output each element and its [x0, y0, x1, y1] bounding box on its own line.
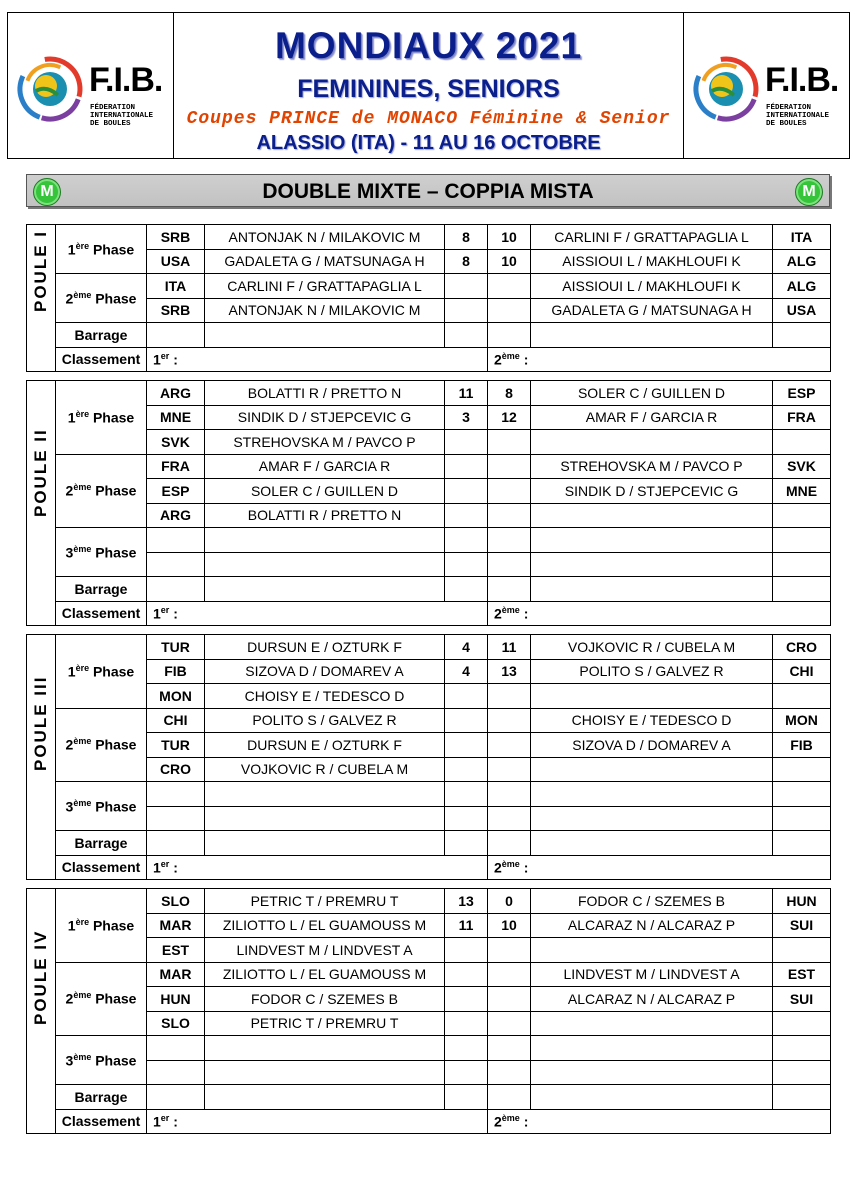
team-players [531, 577, 773, 602]
first-place-field: 1er : [147, 1109, 488, 1134]
match-row [27, 757, 831, 782]
team-players: CHOISY E / TEDESCO D [531, 708, 773, 733]
score-cell: 4 [445, 635, 488, 660]
pool-table [26, 888, 831, 1134]
match-row [27, 913, 831, 938]
match-row [27, 684, 831, 709]
logo-subtext: FÉDERATION INTERNATIONALE DE BOULES [90, 104, 154, 128]
team-code [147, 831, 205, 856]
pool-name: POULE I [27, 225, 56, 372]
team-code: MNE [147, 405, 205, 430]
score-cell [488, 1085, 531, 1110]
team-code [773, 938, 831, 963]
team-players: LINDVEST M / LINDVEST A [205, 938, 445, 963]
match-row [27, 405, 831, 430]
team-players: DURSUN E / OZTURK F [205, 733, 445, 758]
team-players [531, 430, 773, 455]
team-players [531, 1036, 773, 1061]
score-cell [445, 1085, 488, 1110]
team-players [531, 806, 773, 831]
team-players: PETRIC T / PREMRU T [205, 1011, 445, 1036]
phase-3-label: 3ème Phase [56, 1036, 147, 1085]
score-cell [488, 962, 531, 987]
team-players: CARLINI F / GRATTAPAGLIA L [531, 225, 773, 250]
team-players: SINDIK D / STJEPCEVIC G [531, 479, 773, 504]
team-players: SOLER C / GUILLEN D [531, 381, 773, 406]
match-row [27, 635, 831, 660]
team-players: BOLATTI R / PRETTO N [205, 503, 445, 528]
classement-label: Classement [56, 1109, 147, 1134]
team-players: DURSUN E / OZTURK F [205, 635, 445, 660]
team-players: FODOR C / SZEMES B [205, 987, 445, 1012]
team-players: ANTONJAK N / MILAKOVIC M [205, 298, 445, 323]
score-cell [488, 454, 531, 479]
team-code: SVK [147, 430, 205, 455]
match-row [27, 708, 831, 733]
team-code: USA [773, 298, 831, 323]
team-players: VOJKOVIC R / CUBELA M [531, 635, 773, 660]
score-cell [445, 479, 488, 504]
score-cell [488, 323, 531, 348]
team-code [147, 782, 205, 807]
team-players: FODOR C / SZEMES B [531, 889, 773, 914]
team-code [773, 1085, 831, 1110]
team-code: HUN [773, 889, 831, 914]
pool-table [26, 224, 831, 372]
match-row [27, 503, 831, 528]
team-code [147, 1085, 205, 1110]
team-players [205, 577, 445, 602]
match-row [27, 298, 831, 323]
classement-label: Classement [56, 855, 147, 880]
team-players: ANTONJAK N / MILAKOVIC M [205, 225, 445, 250]
team-players: POLITO S / GALVEZ R [205, 708, 445, 733]
second-place-field: 2ème : [488, 1109, 831, 1134]
match-row [27, 225, 831, 250]
score-cell [488, 782, 531, 807]
team-code [773, 1036, 831, 1061]
score-cell [445, 782, 488, 807]
barrage-label: Barrage [56, 323, 147, 348]
team-players [205, 1036, 445, 1061]
score-cell: 11 [445, 381, 488, 406]
pool-name: POULE III [27, 635, 56, 880]
score-cell [488, 1060, 531, 1085]
score-cell [445, 577, 488, 602]
match-row [27, 430, 831, 455]
second-place-field: 2ème : [488, 601, 831, 626]
score-cell [445, 274, 488, 299]
team-players: ALCARAZ N / ALCARAZ P [531, 913, 773, 938]
score-cell: 8 [445, 225, 488, 250]
score-cell: 10 [488, 225, 531, 250]
team-players: CHOISY E / TEDESCO D [205, 684, 445, 709]
document-header [7, 12, 850, 159]
team-code: CRO [773, 635, 831, 660]
team-code: FIB [147, 659, 205, 684]
team-players: POLITO S / GALVEZ R [531, 659, 773, 684]
phase-1-label: 1ère Phase [56, 225, 147, 274]
match-row [27, 962, 831, 987]
phase-2-label: 2ème Phase [56, 708, 147, 782]
score-cell [445, 962, 488, 987]
score-cell [445, 1060, 488, 1085]
mixed-badge-icon: M [33, 178, 61, 206]
pool-table [26, 380, 831, 626]
score-cell: 13 [445, 889, 488, 914]
phase-2-label: 2ème Phase [56, 454, 147, 528]
classement-label: Classement [56, 601, 147, 626]
team-code: ITA [147, 274, 205, 299]
team-code [773, 430, 831, 455]
fib-logo-left [7, 12, 174, 159]
phase-2-label: 2ème Phase [56, 274, 147, 323]
phase-1-label: 1ère Phase [56, 381, 147, 455]
score-cell [445, 528, 488, 553]
team-code: EST [147, 938, 205, 963]
match-row [27, 274, 831, 299]
team-players [205, 1085, 445, 1110]
score-cell [445, 938, 488, 963]
team-players [531, 1011, 773, 1036]
team-players [531, 1060, 773, 1085]
score-cell [488, 938, 531, 963]
phase-2-label: 2ème Phase [56, 962, 147, 1036]
barrage-label: Barrage [56, 831, 147, 856]
team-players: ALCARAZ N / ALCARAZ P [531, 987, 773, 1012]
title-block [173, 12, 684, 159]
score-cell [445, 806, 488, 831]
team-code [147, 1060, 205, 1085]
match-row [27, 479, 831, 504]
match-row [27, 1060, 831, 1085]
score-cell [445, 831, 488, 856]
team-code: SUI [773, 913, 831, 938]
team-code: SLO [147, 1011, 205, 1036]
score-cell: 12 [488, 405, 531, 430]
team-players: BOLATTI R / PRETTO N [205, 381, 445, 406]
phase-3-label: 3ème Phase [56, 528, 147, 577]
team-players [531, 323, 773, 348]
score-cell [488, 430, 531, 455]
score-cell [445, 503, 488, 528]
cup-name: Coupes PRINCE de MONACO Féminine & Senior [186, 109, 671, 129]
event-location-dates: ALASSIO (ITA) - 11 AU 16 OCTOBRE [256, 132, 601, 154]
team-code: ARG [147, 503, 205, 528]
score-cell: 11 [445, 913, 488, 938]
score-cell [488, 1036, 531, 1061]
match-row [27, 806, 831, 831]
first-place-field: 1er : [147, 601, 488, 626]
score-cell [445, 708, 488, 733]
match-row [27, 552, 831, 577]
team-code: SLO [147, 889, 205, 914]
team-players [531, 831, 773, 856]
team-code [773, 1060, 831, 1085]
team-code: MAR [147, 913, 205, 938]
team-code: SUI [773, 987, 831, 1012]
team-code: MAR [147, 962, 205, 987]
team-players [531, 552, 773, 577]
score-cell [445, 733, 488, 758]
team-code [147, 552, 205, 577]
team-players [531, 938, 773, 963]
team-code [773, 577, 831, 602]
score-cell [488, 503, 531, 528]
score-cell: 8 [445, 249, 488, 274]
logo-text: F.I.B. [89, 61, 163, 99]
team-code [773, 503, 831, 528]
team-code: ESP [147, 479, 205, 504]
team-players: SIZOVA D / DOMAREV A [531, 733, 773, 758]
team-players [205, 552, 445, 577]
first-place-field: 1er : [147, 347, 488, 372]
team-code: ITA [773, 225, 831, 250]
fib-emblem-icon [690, 39, 762, 139]
team-players [205, 831, 445, 856]
score-cell: 10 [488, 913, 531, 938]
team-players [205, 528, 445, 553]
team-players: VOJKOVIC R / CUBELA M [205, 757, 445, 782]
event-title: DOUBLE MIXTE – COPPIA MISTA [262, 180, 594, 203]
score-cell [445, 1011, 488, 1036]
logo-text: F.I.B. [765, 61, 839, 99]
team-code: EST [773, 962, 831, 987]
mixed-badge-icon: M [795, 178, 823, 206]
team-code: CRO [147, 757, 205, 782]
barrage-row [27, 1085, 831, 1110]
team-players: AISSIOUI L / MAKHLOUFI K [531, 249, 773, 274]
score-cell: 3 [445, 405, 488, 430]
second-place-field: 2ème : [488, 855, 831, 880]
team-code: CHI [773, 659, 831, 684]
match-row [27, 249, 831, 274]
team-players [531, 528, 773, 553]
score-cell [445, 454, 488, 479]
team-players: SIZOVA D / DOMAREV A [205, 659, 445, 684]
score-cell [445, 298, 488, 323]
team-code: SVK [773, 454, 831, 479]
team-players [205, 1060, 445, 1085]
fib-emblem-icon [14, 39, 86, 139]
match-row [27, 659, 831, 684]
pool-table [26, 634, 831, 880]
team-code: MNE [773, 479, 831, 504]
team-code [773, 806, 831, 831]
team-players [531, 1085, 773, 1110]
team-code: ARG [147, 381, 205, 406]
match-row [27, 889, 831, 914]
second-place-field: 2ème : [488, 347, 831, 372]
team-code: ALG [773, 249, 831, 274]
team-players: SOLER C / GUILLEN D [205, 479, 445, 504]
barrage-row [27, 831, 831, 856]
team-code [773, 782, 831, 807]
barrage-label: Barrage [56, 1085, 147, 1110]
barrage-row [27, 323, 831, 348]
score-cell [445, 430, 488, 455]
team-players: AISSIOUI L / MAKHLOUFI K [531, 274, 773, 299]
pool-name: POULE II [27, 381, 56, 626]
team-code [773, 528, 831, 553]
team-players [531, 684, 773, 709]
team-code [773, 757, 831, 782]
team-players [531, 782, 773, 807]
score-cell [488, 987, 531, 1012]
score-cell [488, 733, 531, 758]
phase-3-label: 3ème Phase [56, 782, 147, 831]
score-cell: 11 [488, 635, 531, 660]
logo-subtext: FÉDERATION INTERNATIONALE DE BOULES [766, 104, 830, 128]
team-players: LINDVEST M / LINDVEST A [531, 962, 773, 987]
team-code: HUN [147, 987, 205, 1012]
match-row [27, 1011, 831, 1036]
phase-1-label: 1ère Phase [56, 635, 147, 709]
score-cell [488, 552, 531, 577]
match-row [27, 528, 831, 553]
score-cell: 10 [488, 249, 531, 274]
score-cell [445, 684, 488, 709]
score-cell [488, 274, 531, 299]
score-cell [488, 708, 531, 733]
score-cell: 13 [488, 659, 531, 684]
team-players: CARLINI F / GRATTAPAGLIA L [205, 274, 445, 299]
barrage-row [27, 577, 831, 602]
phase-1-label: 1ère Phase [56, 889, 147, 963]
score-cell [488, 831, 531, 856]
team-code [147, 1036, 205, 1061]
team-code [773, 684, 831, 709]
team-code: USA [147, 249, 205, 274]
score-cell [488, 1011, 531, 1036]
team-players [205, 782, 445, 807]
team-players: STREHOVSKA M / PAVCO P [531, 454, 773, 479]
team-code [147, 806, 205, 831]
team-code: ALG [773, 274, 831, 299]
team-players [205, 323, 445, 348]
classement-row [27, 347, 831, 372]
score-cell [488, 684, 531, 709]
team-players: AMAR F / GARCIA R [531, 405, 773, 430]
team-players: SINDIK D / STJEPCEVIC G [205, 405, 445, 430]
team-players: GADALETA G / MATSUNAGA H [205, 249, 445, 274]
pool-name: POULE IV [27, 889, 56, 1134]
score-cell: 0 [488, 889, 531, 914]
team-code [147, 323, 205, 348]
team-players: STREHOVSKA M / PAVCO P [205, 430, 445, 455]
match-row [27, 782, 831, 807]
score-cell [488, 806, 531, 831]
team-code [147, 528, 205, 553]
classement-label: Classement [56, 347, 147, 372]
score-cell: 4 [445, 659, 488, 684]
first-place-field: 1er : [147, 855, 488, 880]
team-code: SRB [147, 298, 205, 323]
score-cell [445, 323, 488, 348]
team-code: MON [147, 684, 205, 709]
team-players [531, 503, 773, 528]
team-code [773, 1011, 831, 1036]
team-code: SRB [147, 225, 205, 250]
classement-row [27, 855, 831, 880]
team-code: FRA [147, 454, 205, 479]
team-players: AMAR F / GARCIA R [205, 454, 445, 479]
barrage-label: Barrage [56, 577, 147, 602]
team-players [205, 806, 445, 831]
score-cell [488, 298, 531, 323]
match-row [27, 987, 831, 1012]
score-cell [488, 479, 531, 504]
classement-row [27, 1109, 831, 1134]
score-cell [488, 757, 531, 782]
team-code: FRA [773, 405, 831, 430]
match-row [27, 1036, 831, 1061]
score-cell [445, 987, 488, 1012]
team-code: TUR [147, 635, 205, 660]
score-cell: 8 [488, 381, 531, 406]
team-players: GADALETA G / MATSUNAGA H [531, 298, 773, 323]
team-code: FIB [773, 733, 831, 758]
match-row [27, 381, 831, 406]
match-row [27, 454, 831, 479]
fib-logo-right [683, 12, 850, 159]
score-cell [488, 577, 531, 602]
team-players: ZILIOTTO L / EL GUAMOUSS M [205, 913, 445, 938]
score-cell [445, 1036, 488, 1061]
team-code: TUR [147, 733, 205, 758]
team-code [773, 831, 831, 856]
team-players: ZILIOTTO L / EL GUAMOUSS M [205, 962, 445, 987]
team-code [147, 577, 205, 602]
team-code: ESP [773, 381, 831, 406]
event-title-bar [26, 174, 830, 207]
team-code [773, 323, 831, 348]
team-players [531, 757, 773, 782]
score-cell [445, 757, 488, 782]
page-title: MONDIAUX 2021 [274, 25, 583, 66]
classement-row [27, 601, 831, 626]
score-cell [488, 528, 531, 553]
match-row [27, 733, 831, 758]
team-code: MON [773, 708, 831, 733]
score-cell [445, 552, 488, 577]
page-subtitle: FEMININES, SENIORS [297, 75, 560, 103]
team-code [773, 552, 831, 577]
team-code: CHI [147, 708, 205, 733]
match-row [27, 938, 831, 963]
team-players: PETRIC T / PREMRU T [205, 889, 445, 914]
